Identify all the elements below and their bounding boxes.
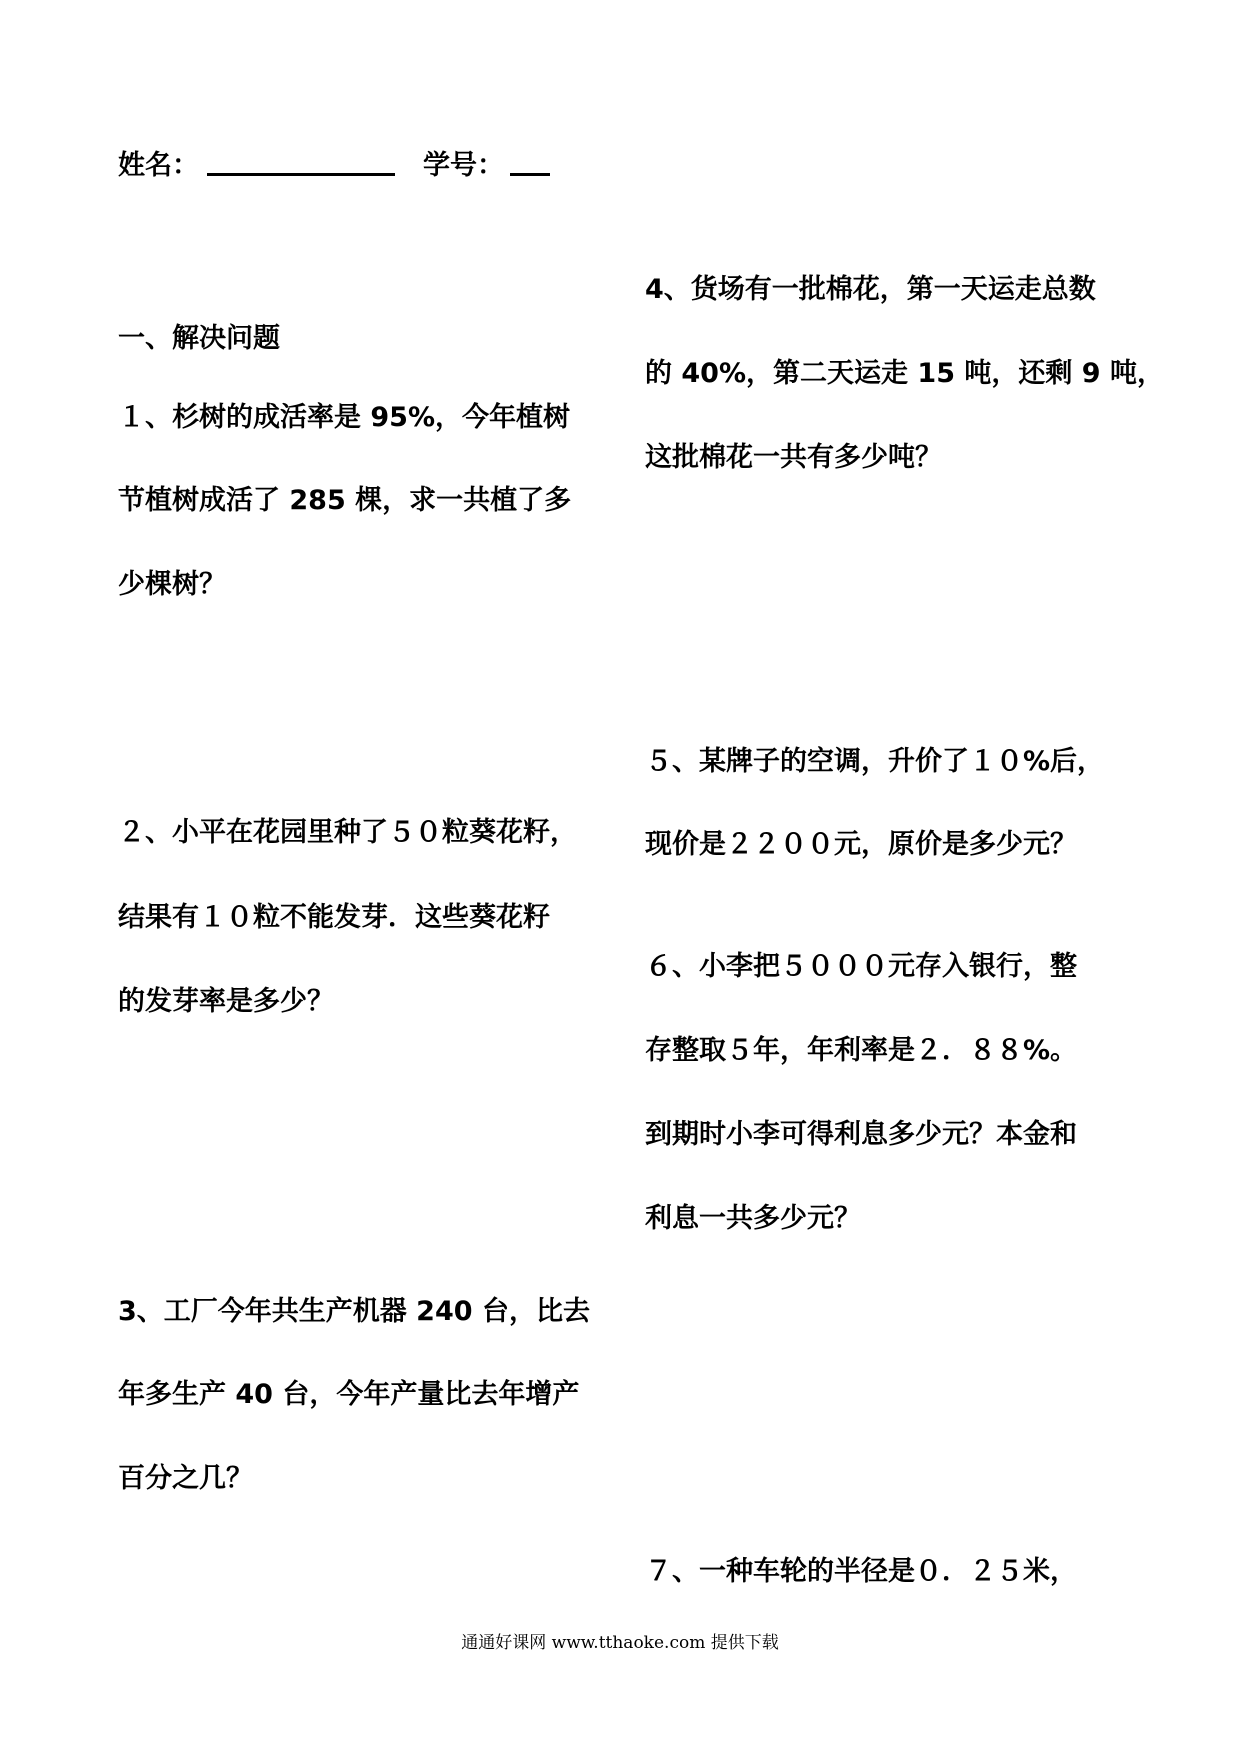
- name-label: 姓名：: [118, 150, 199, 181]
- student-id-blank-line: [510, 173, 550, 176]
- question-1-line-3: 少棵树？: [118, 569, 226, 600]
- question-7-line-1: ７、一种车轮的半径是０．２５米，: [645, 1556, 1077, 1587]
- question-2-line-1: ２、小平在花园里种了５０粒葵花籽，: [118, 817, 577, 848]
- question-6-line-4: 利息一共多少元？: [645, 1203, 861, 1234]
- student-id-label: 学号：: [423, 150, 504, 181]
- question-4-line-2: 的 40%，第二天运走 15 吨，还剩 9 吨，: [645, 358, 1164, 389]
- question-5-line-1: ５、某牌子的空调，升价了１０%后，: [645, 746, 1105, 777]
- question-2-line-3: 的发芽率是多少？: [118, 986, 334, 1017]
- question-3-line-2: 年多生产 40 台，今年产量比去年增产: [118, 1379, 580, 1410]
- question-4-line-1: 4、货场有一批棉花，第一天运走总数: [645, 274, 1096, 305]
- student-info-header: [118, 143, 550, 183]
- question-6-line-1: ６、小李把５０００元存入银行，整: [645, 951, 1077, 982]
- question-2-line-2: 结果有１０粒不能发芽．这些葵花籽: [118, 902, 550, 933]
- section-title: 一、解决问题: [118, 323, 280, 354]
- question-1-line-1: １、杉树的成活率是 95%，今年植树: [118, 402, 571, 433]
- question-3-line-1: 3、工厂今年共生产机器 240 台，比去: [118, 1296, 590, 1327]
- question-6-line-2: 存整取５年，年利率是２．８８%。: [645, 1035, 1078, 1066]
- question-3-line-3: 百分之几？: [118, 1463, 253, 1494]
- name-blank-line: [207, 173, 395, 176]
- footer-source-note: 通通好课网 www.tthaoke.com 提供下载: [461, 1633, 779, 1653]
- question-1-line-2: 节植树成活了 285 棵，求一共植了多: [118, 485, 572, 516]
- question-4-line-3: 这批棉花一共有多少吨？: [645, 442, 942, 473]
- question-5-line-2: 现价是２２００元，原价是多少元？: [645, 829, 1077, 860]
- question-6-line-3: 到期时小李可得利息多少元？本金和: [645, 1119, 1077, 1150]
